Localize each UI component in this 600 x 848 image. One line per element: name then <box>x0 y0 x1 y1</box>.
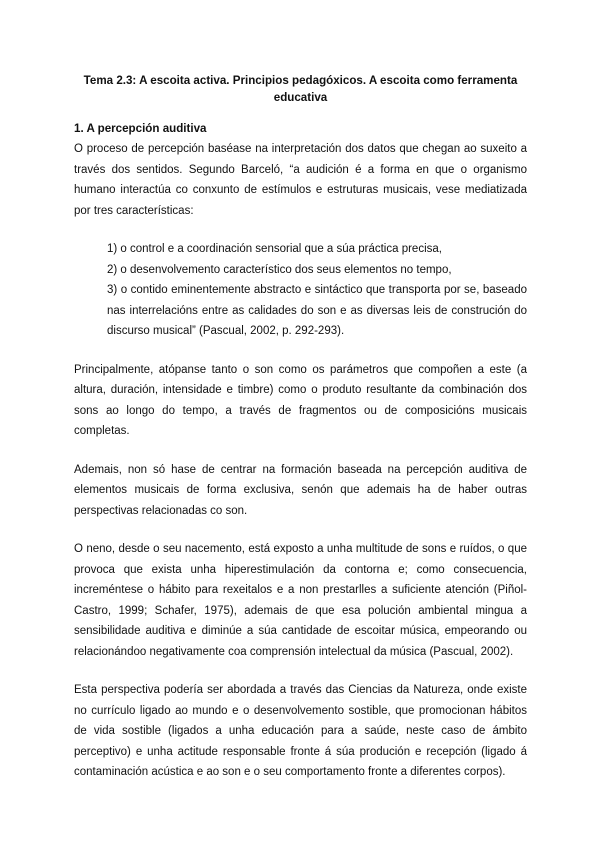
document-title: Tema 2.3: A escoita activa. Principios pedagóxicos. A escoita como ferramenta educativa <box>83 74 518 104</box>
paragraph: Esta perspectiva podería ser abordada a través das Ciencias da Natureza, onde existe no currículo ligado ao mundo e o desenvolvemento sostible, que promocionan hábitos de vida sostible (ligados a unha educación para a saúde, neste caso de ámbito perceptivo) e unha actitude responsable fronte á súa produción e recepción (ligado á contaminación acústica e ao son e o seu comportamento fronte a diferentes corpos). <box>74 684 527 778</box>
spacer <box>74 521 527 539</box>
list-item: 1) o control e a coordinación sensorial que a súa práctica precisa, <box>107 243 442 255</box>
spacer <box>74 221 527 239</box>
paragraph: Ademais, non só hase de centrar na formación baseada na percepción auditiva de elementos musicais de forma exclusiva, senón que ademais ha de haber outras perspectivas relacionadas co son. <box>74 463 527 517</box>
intro-paragraph: O proceso de percepción baséase na interpretación dos datos que chegan ao suxeito a través dos sentidos. Segundo Barceló, “a audición é a forma en que o organismo humano interactúa co conxunto de estímulos e estruturas musicais, vese mediatizada por tres características: <box>74 143 527 217</box>
paragraph: Principalmente, atópanse tanto o son como os parámetros que compoñen a este (a altura, duración, intensidade e timbre) como o produto resultante da combinación dos sons ao longo do tempo, a través de fragmentos ou de composicións musicais completas. <box>74 363 527 437</box>
spacer <box>74 442 527 460</box>
section-heading: 1. A percepción auditiva <box>74 122 207 135</box>
paragraph: O neno, desde o seu nacemento, está exposto a unha multitude de sons e ruídos, o que provoca que exista unha hiperestimulación da contorna e; como consecuencia, increméntese o hábito para rexeitalos e a non prestarlles a suficiente atención (Piñol-Castro, 1999; Schafer, 1975), ademais de que esa polución ambiental mingua a sensibilidade auditiva e diminúe a súa cantidade de escoitar música, empeorando ou relacionándoo negativamente coa comprensión intelectual da música (Pascual, 2002). <box>74 543 527 658</box>
characteristics-list <box>74 239 527 342</box>
spacer <box>74 342 527 360</box>
list-item: 2) o desenvolvemento característico dos seus elementos no tempo, <box>107 263 452 276</box>
spacer <box>74 662 527 680</box>
list-item: 3) o contido eminentemente abstracto e sintáctico que transporta por se, baseado nas interrelacións entre as calidades do son e as diversas leis de construción do discurso musical” (Pascual, 2002, p. 292-293). <box>107 284 527 337</box>
